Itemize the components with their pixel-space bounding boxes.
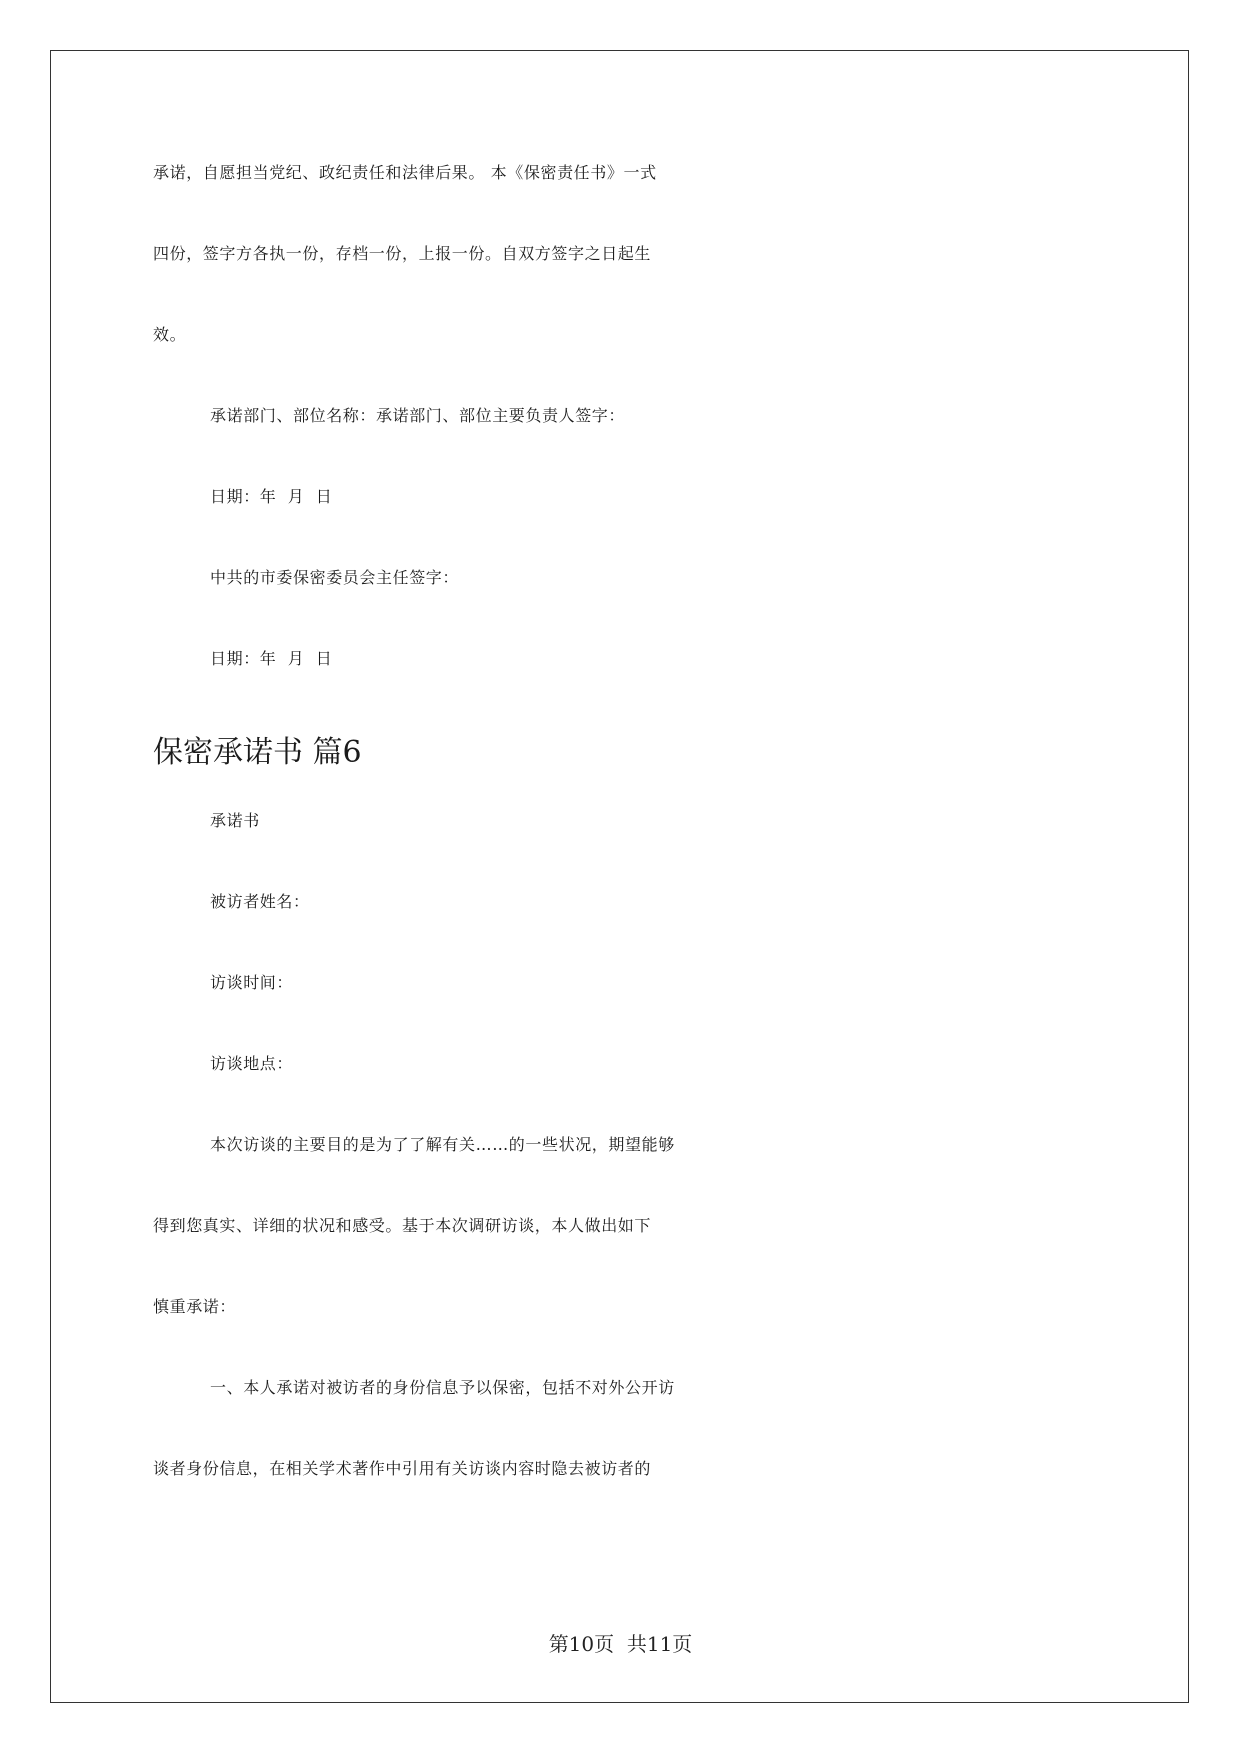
- text-line-dept-signature: 承诺部门、部位名称：承诺部门、部位主要负责人签字：: [210, 406, 626, 425]
- text-line-date-1: 日期：年 月 日: [210, 487, 333, 506]
- page-number: 第10页 共11页: [548, 1632, 693, 1656]
- text-line-promise-1: 一、本人承诺对被访者的身份信息予以保密，包括不对外公开访: [210, 1378, 675, 1397]
- section-heading: 保密承诺书 篇6: [153, 735, 362, 770]
- text-line-2: 四份，签字方各执一份，存档一份，上报一份。自双方签字之日起生: [153, 244, 652, 263]
- text-line-promise-2: 谈者身份信息，在相关学术著作中引用有关访谈内容时隐去被访者的: [153, 1459, 652, 1478]
- text-line-interview-place: 访谈地点：: [210, 1054, 294, 1073]
- text-line-interview-time: 访谈时间：: [210, 973, 294, 992]
- document-body: [153, 160, 1090, 1537]
- text-line-committee-signature: 中共的市委保密委员会主任签字：: [210, 568, 460, 587]
- text-line-title: 承诺书: [210, 811, 260, 830]
- text-line-purpose-1: 本次访谈的主要目的是为了了解有关……的一些状况，期望能够: [210, 1135, 675, 1154]
- text-line-interviewee-name: 被访者姓名：: [210, 892, 310, 911]
- text-line-1: 承诺，自愿担当党纪、政纪责任和法律后果。 本《保密责任书》一式: [153, 163, 657, 182]
- text-line-purpose-2: 得到您真实、详细的状况和感受。基于本次调研访谈，本人做出如下: [153, 1216, 652, 1235]
- text-line-date-2: 日期：年 月 日: [210, 649, 333, 668]
- text-line-purpose-3: 慎重承诺：: [153, 1297, 237, 1316]
- text-line-3: 效。: [153, 325, 187, 344]
- page-footer: [0, 1628, 1241, 1657]
